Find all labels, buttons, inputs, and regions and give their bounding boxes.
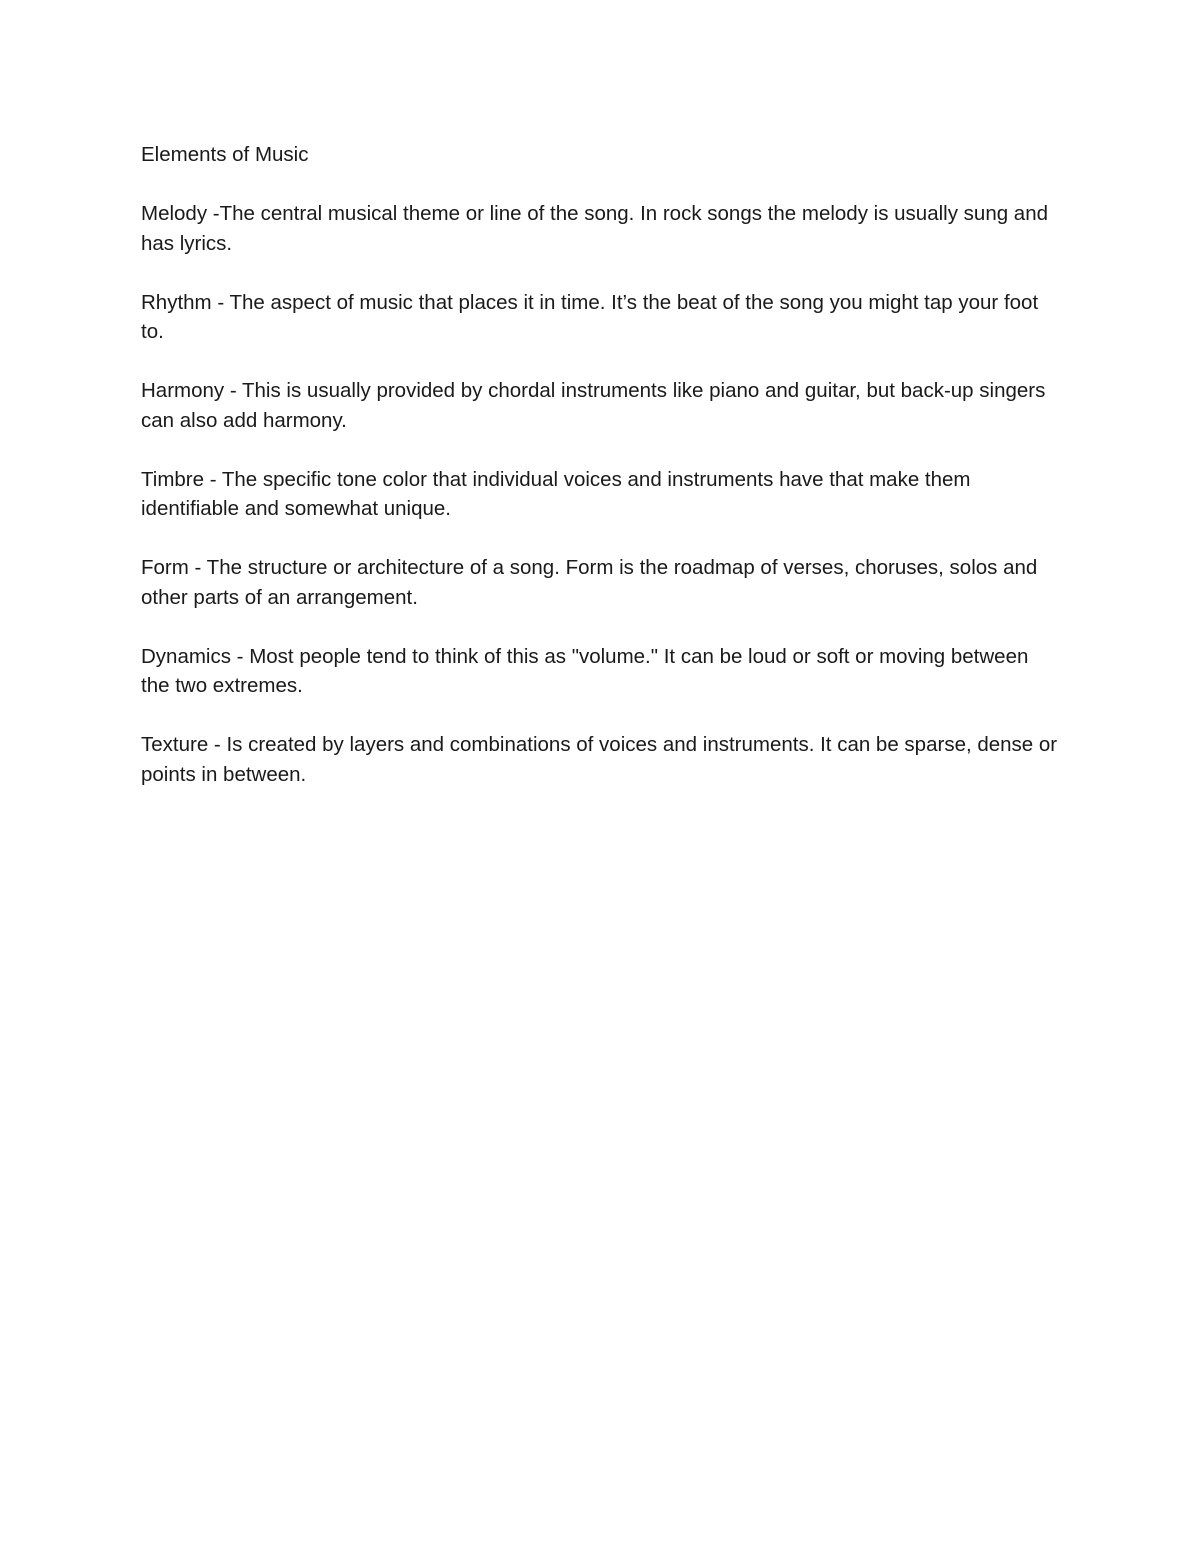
entry-texture: Texture - Is created by layers and combinations of voices and instruments. It can be sparse, dense or points in between.: [141, 733, 1058, 786]
entry-rhythm: Rhythm - The aspect of music that places it in time. It’s the beat of the song you might tap your foot to.: [141, 290, 1039, 343]
entry-harmony: Harmony - This is usually provided by chordal instruments like piano and guitar, but back-up singers can also add harmony.: [141, 379, 1046, 432]
entry-form: Form - The structure or architecture of a song. Form is the roadmap of verses, choruses, solos and other parts of an arrangement.: [141, 556, 1038, 609]
entry-melody: Melody -The central musical theme or line of the song. In rock songs the melody is usually sung and has lyrics.: [141, 202, 1049, 255]
entry-timbre: Timbre - The specific tone color that individual voices and instruments have that make them identifiable and somewhat unique.: [141, 467, 971, 520]
entry-dynamics: Dynamics - Most people tend to think of this as "volume." It can be loud or soft or moving between the two extremes.: [141, 644, 1029, 697]
document-title: Elements of Music: [141, 143, 309, 166]
